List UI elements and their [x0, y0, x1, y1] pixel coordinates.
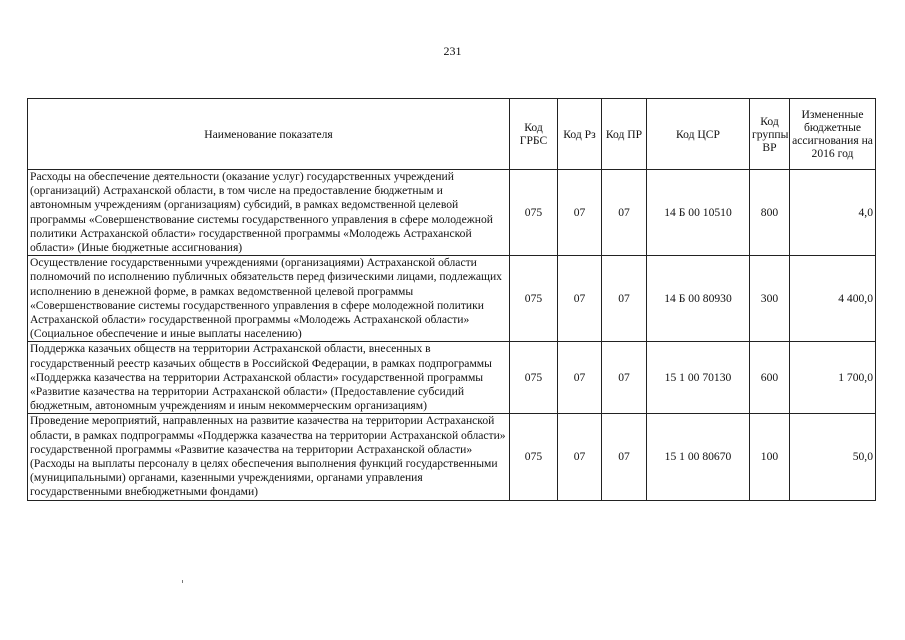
row-rz: 07	[558, 170, 602, 256]
row-name: Поддержка казачьих обществ на территории Астраханской области, внесенных в государственный реестр казачьих обществ в Российской Федерации, в рамках подпрограммы «Поддержка казачества на территории Астраханской области» государственной программы «Развитие казачества на территории Астраханской области» (Предоставление субсидий бюджетным, автономным учреждениям и иным некоммерческим организациям)	[28, 342, 510, 414]
table-row	[28, 342, 876, 414]
table-row	[28, 256, 876, 342]
row-name: Расходы на обеспечение деятельности (оказание услуг) государственных учреждений (организаций) Астраханской области, в том числе на предоставление бюджетным и автономным учреждениям (организациям) субсидий, в рамках ведомственной целевой программы «Совершенствование системы государственного управления в сфере молодежной политики Астраханской области» государственной программы «Молодежь Астраханской области» (Иные бюджетные ассигнования)	[28, 170, 510, 256]
row-csr: 14 Б 00 80930	[647, 256, 750, 342]
row-vr: 800	[750, 170, 790, 256]
row-rz: 07	[558, 414, 602, 500]
header-csr: Код ЦСР	[647, 99, 750, 170]
scan-artifact	[182, 580, 183, 583]
header-pr: Код ПР	[602, 99, 647, 170]
row-pr: 07	[602, 256, 647, 342]
row-rz: 07	[558, 256, 602, 342]
row-grbs: 075	[510, 414, 558, 500]
row-amount: 1 700,0	[790, 342, 876, 414]
header-vr: Код группы ВР	[750, 99, 790, 170]
row-amount: 4 400,0	[790, 256, 876, 342]
row-vr: 300	[750, 256, 790, 342]
row-csr: 15 1 00 70130	[647, 342, 750, 414]
page-number: 231	[443, 44, 462, 58]
row-csr: 15 1 00 80670	[647, 414, 750, 500]
row-grbs: 075	[510, 256, 558, 342]
row-amount: 50,0	[790, 414, 876, 500]
row-pr: 07	[602, 414, 647, 500]
row-name: Проведение мероприятий, направленных на развитие казачества на территории Астраханской области, в рамках подпрограммы «Поддержка казачества на территории Астраханской области» государственной программы «Развитие казачества на территории Астраханской области» (Расходы на выплаты персоналу в целях обеспечения выполнения функций государственными (муниципальными) органами, казенными учреждениями, органами управления государственными внебюджетными фондами)	[28, 414, 510, 500]
row-grbs: 075	[510, 170, 558, 256]
header-amount: Измененные бюджетные ассигнования на 2016 год	[790, 99, 876, 170]
header-grbs: Код ГРБС	[510, 99, 558, 170]
row-grbs: 075	[510, 342, 558, 414]
table-row	[28, 414, 876, 500]
header-name: Наименование показателя	[28, 99, 510, 170]
row-amount: 4,0	[790, 170, 876, 256]
table-row	[28, 170, 876, 256]
row-rz: 07	[558, 342, 602, 414]
row-pr: 07	[602, 342, 647, 414]
row-vr: 600	[750, 342, 790, 414]
budget-table	[27, 98, 876, 501]
row-pr: 07	[602, 170, 647, 256]
row-csr: 14 Б 00 10510	[647, 170, 750, 256]
header-rz: Код Рз	[558, 99, 602, 170]
row-vr: 100	[750, 414, 790, 500]
row-name: Осуществление государственными учреждениями (организациями) Астраханской области полномочий по исполнению публичных обязательств перед физическими лицами, подлежащих исполнению в денежной форме, в рамках ведомственной целевой программы «Совершенствование системы государственного управления в сфере молодежной политики Астраханской области» государственной программы «Молодежь Астраханской области» (Социальное обеспечение и иные выплаты населению)	[28, 256, 510, 342]
table-header-row	[28, 99, 876, 170]
